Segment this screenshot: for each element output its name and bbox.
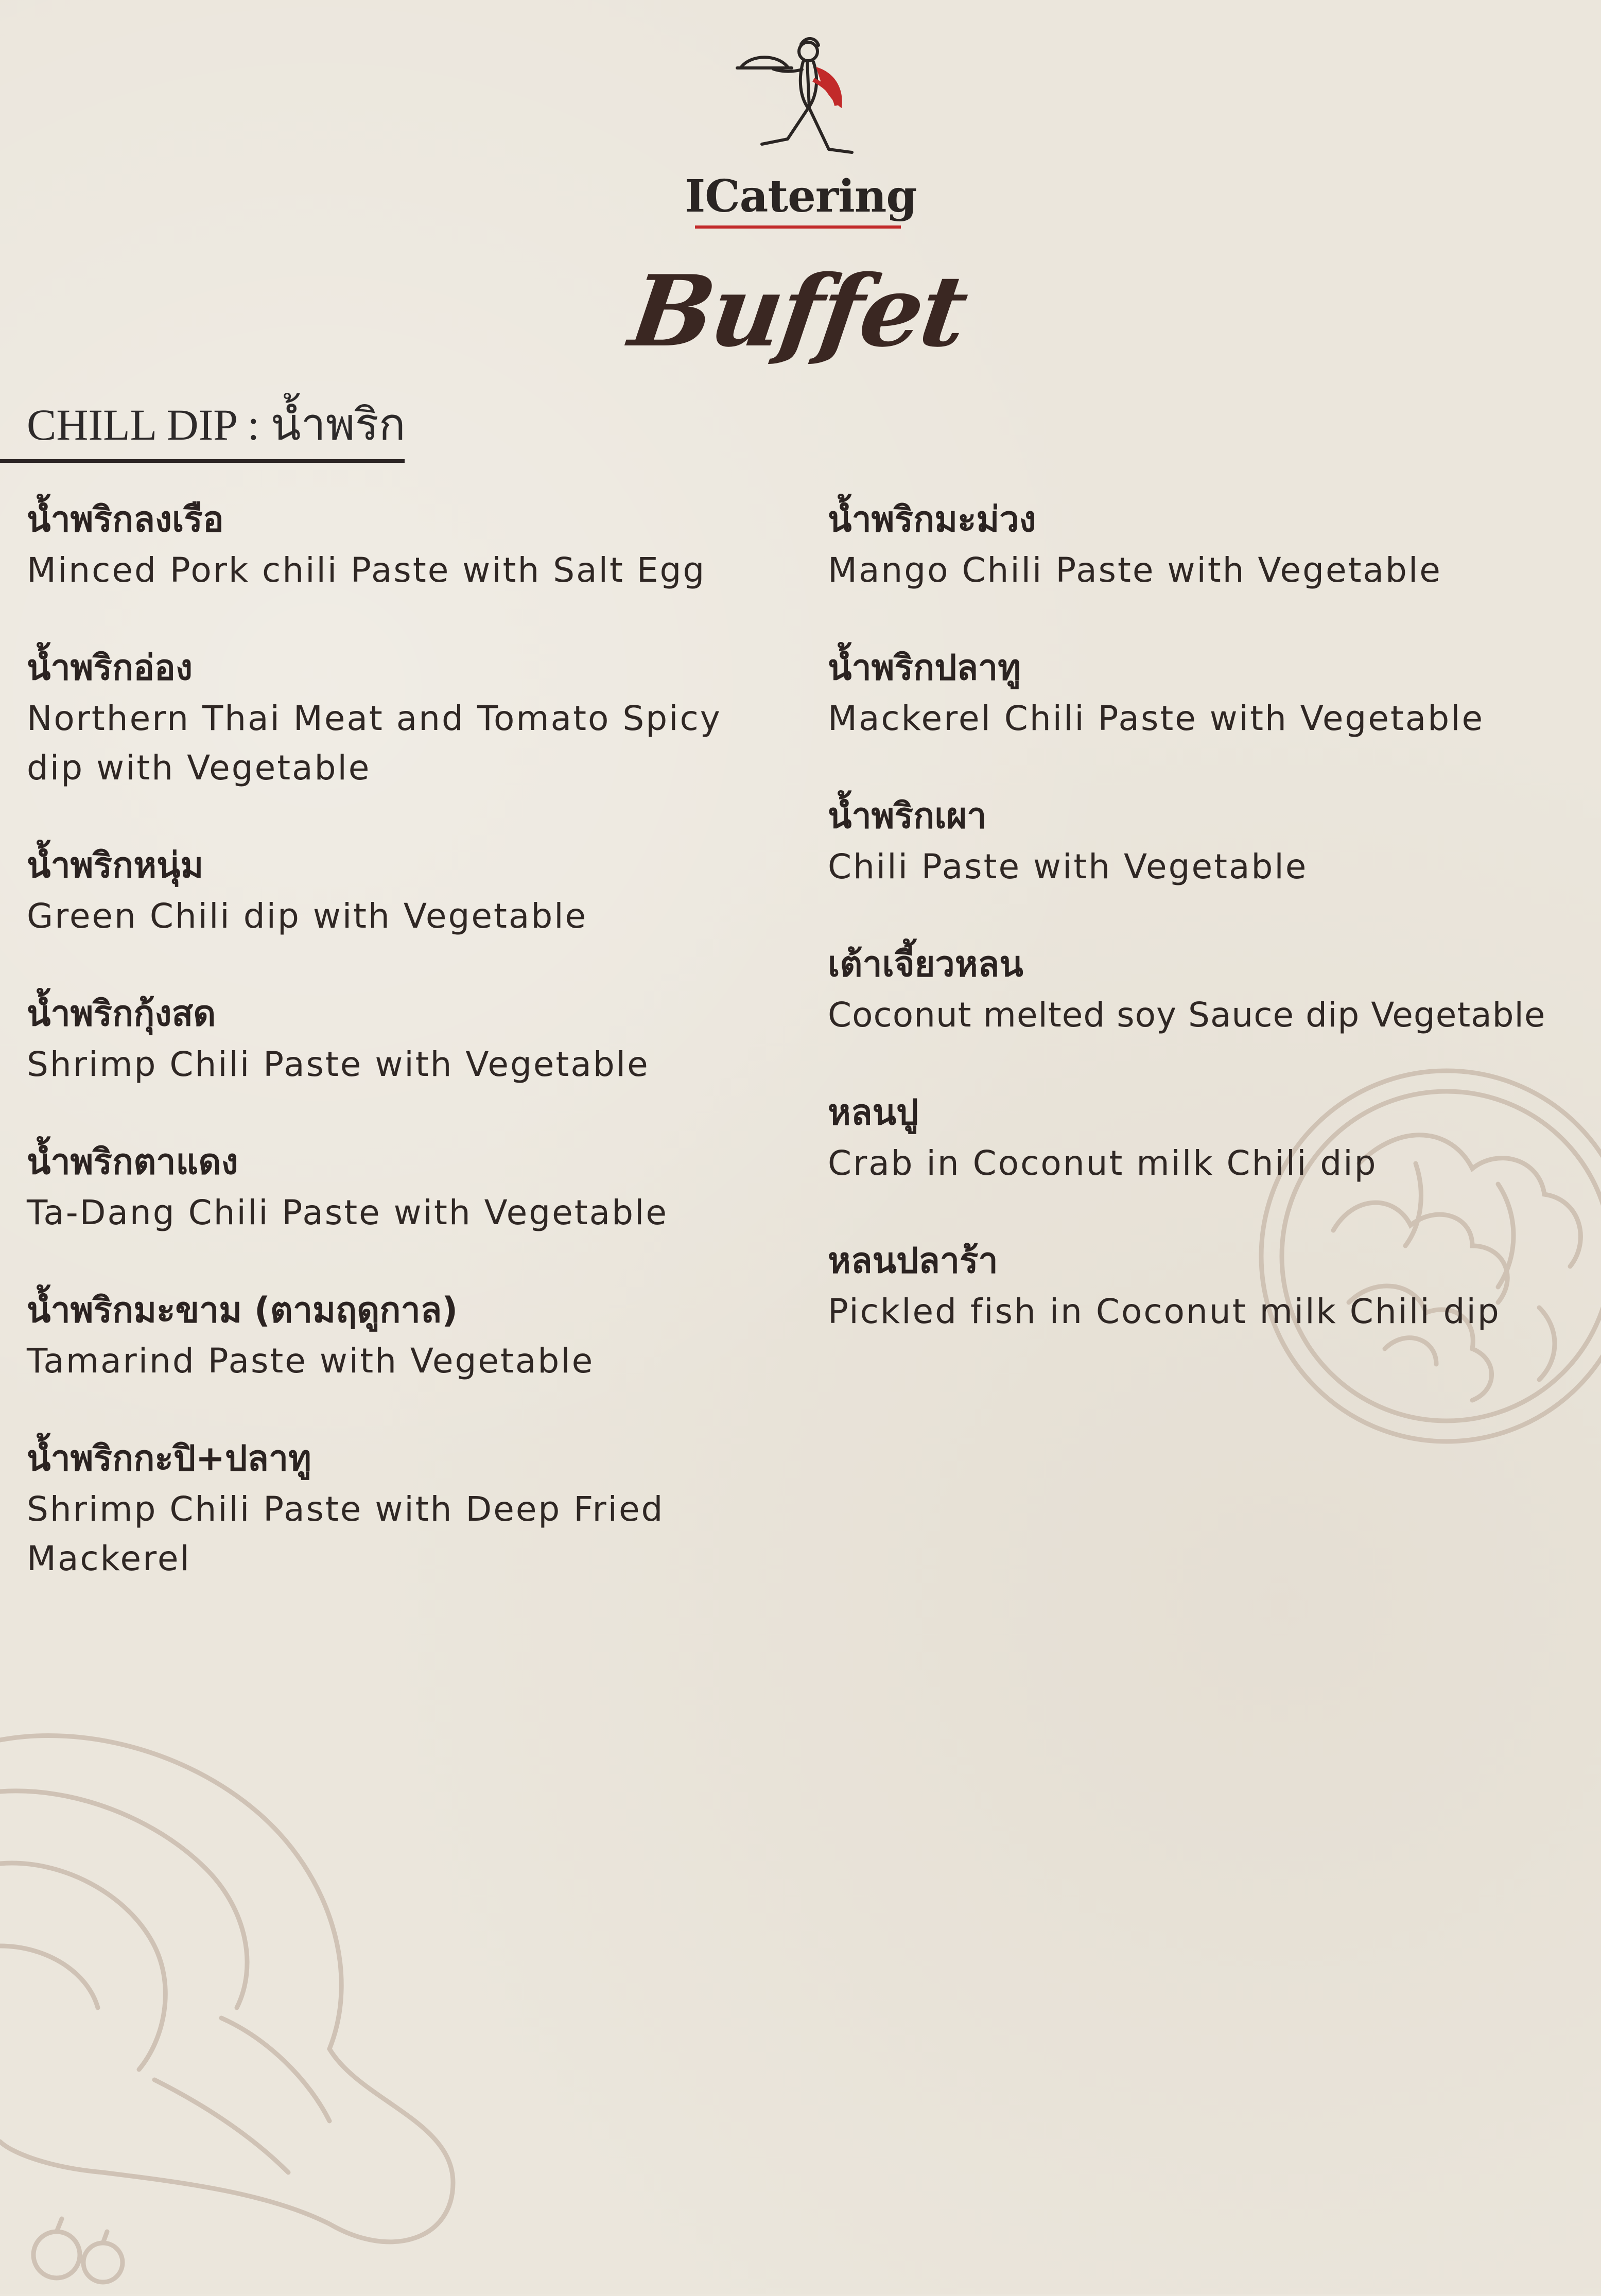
- menu-item: [27, 494, 789, 595]
- brand-logo: [685, 31, 917, 237]
- menu-item: [828, 791, 1590, 892]
- menu-item-thai: น้ำพริกลงเรือ: [27, 499, 224, 540]
- page-title: Buffet: [623, 254, 973, 369]
- menu-item-thai: หลนปลาร้า: [828, 1241, 998, 1281]
- menu-item-english: Pickled fish in Coconut milk Chili dip: [828, 1292, 1501, 1331]
- section-divider: [0, 459, 405, 463]
- menu-item-thai: น้ำพริกกะปิ+ปลาทู: [27, 1438, 311, 1479]
- menu-item: [27, 840, 789, 941]
- menu-item: [27, 1285, 789, 1386]
- menu-item: [27, 1137, 789, 1238]
- menu-item-thai: หลนปู: [828, 1092, 919, 1133]
- menu-item-english: Northern Thai Meat and Tomato Spicy dip with Vegetable: [27, 699, 722, 788]
- menu-item: [27, 988, 789, 1089]
- menu-item: [828, 642, 1590, 743]
- menu-item-thai: น้ำพริกอ่อง: [27, 648, 193, 688]
- menu-item: [828, 494, 1590, 595]
- salmon-steak-illustration: [0, 1730, 474, 2296]
- menu-item-english: Shrimp Chili Paste with Deep Fried Mackerel: [27, 1489, 665, 1578]
- menu-item-thai: น้ำพริกตาแดง: [27, 1142, 238, 1182]
- menu-item-english: Mackerel Chili Paste with Vegetable: [828, 699, 1485, 738]
- menu-item-english: Mango Chili Paste with Vegetable: [828, 550, 1442, 590]
- menu-item-thai: น้ำพริกปลาทู: [828, 648, 1021, 688]
- section-heading: CHILL DIP : น้ำพริก: [27, 400, 406, 449]
- menu-item-english: Crab in Coconut milk Chili dip: [828, 1143, 1378, 1183]
- waiter-icon: [731, 31, 865, 170]
- menu-item: [828, 1087, 1590, 1188]
- menu-item-thai: เต้าเจี้ยวหลน: [828, 944, 1023, 985]
- menu-column-left: [27, 494, 789, 1631]
- menu-item-thai: น้ำพริกหนุ่ม: [27, 845, 204, 886]
- menu-item-english: Chili Paste with Vegetable: [828, 847, 1308, 886]
- brand-name: ICatering: [685, 170, 917, 222]
- menu-item-english: Tamarind Paste with Vegetable: [27, 1341, 595, 1381]
- menu-item-english: Ta-Dang Chili Paste with Vegetable: [27, 1193, 668, 1232]
- menu-item-english: Green Chili dip with Vegetable: [27, 896, 588, 936]
- menu-item-english: Coconut melted soy Sauce dip Vegetable: [828, 995, 1546, 1035]
- menu-item: [828, 1236, 1590, 1336]
- menu-item: [27, 1433, 789, 1584]
- menu-item-thai: น้ำพริกเผา: [828, 796, 987, 837]
- menu-item-english: Minced Pork chili Paste with Salt Egg: [27, 550, 706, 590]
- menu-item-thai: น้ำพริกกุ้งสด: [27, 994, 216, 1034]
- menu-item: [27, 642, 789, 793]
- menu-item: [828, 939, 1590, 1040]
- menu-item-thai: น้ำพริกมะขาม (ตามฤดูกาล): [27, 1290, 458, 1331]
- menu-item-thai: น้ำพริกมะม่วง: [828, 499, 1036, 540]
- menu-item-english: Shrimp Chili Paste with Vegetable: [27, 1045, 650, 1084]
- brand-underline: [695, 225, 901, 229]
- menu-column-right: [828, 494, 1590, 1384]
